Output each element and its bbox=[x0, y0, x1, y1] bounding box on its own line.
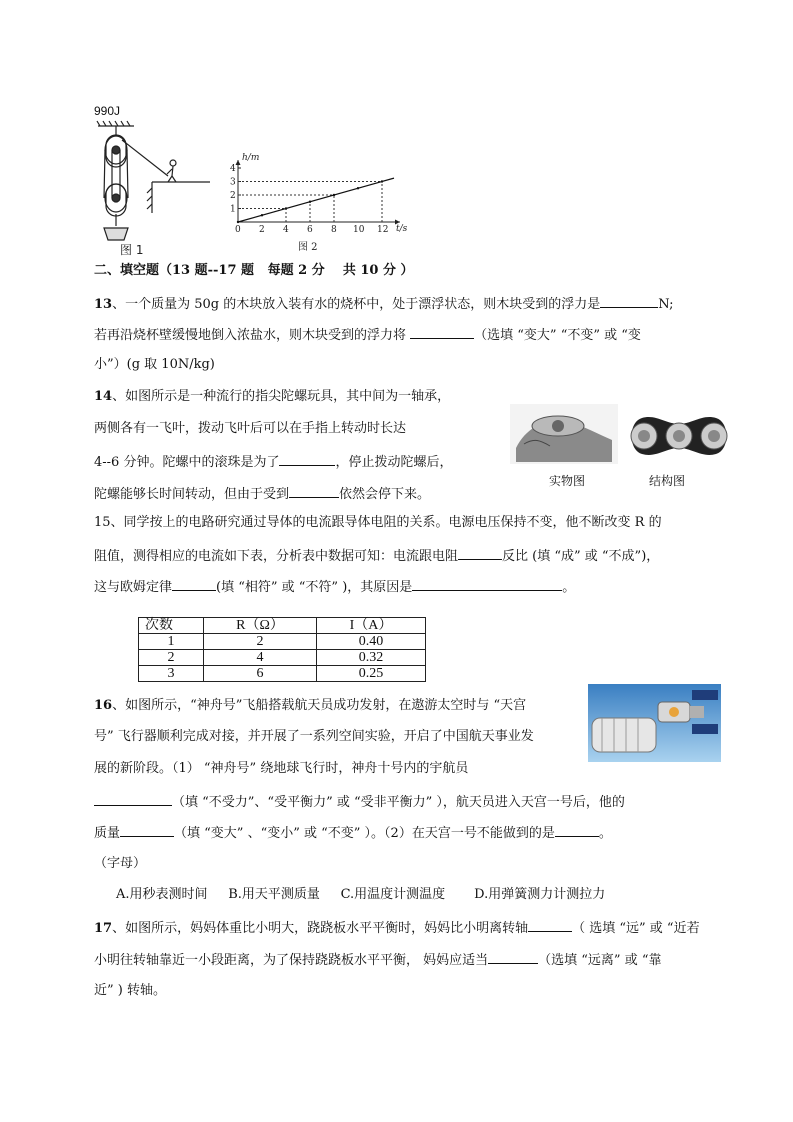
q15-blank2[interactable] bbox=[172, 577, 216, 591]
q17-line3: 近” ) 转轴。 bbox=[94, 983, 166, 998]
q14-line1: 14、如图所示是一种流行的指尖陀螺玩具，其中间为一轴承， bbox=[94, 389, 451, 404]
option-d: D.用弹簧测力计测拉力 bbox=[474, 887, 606, 902]
space-station-image bbox=[588, 684, 721, 762]
option-c: C.用温度计测温度 bbox=[340, 887, 446, 902]
q15-line2: 阻值，测得相应的电流如下表，分析表中数据可知：电流跟电阻 反比 (填 “成” 或 “不成”)， bbox=[94, 546, 659, 566]
x-tick-label: 8 bbox=[331, 225, 337, 235]
section-title: 二、填空题（13 题--17 题 每题 2 分 共 10 分 ） bbox=[94, 263, 414, 278]
table-cell: 6 bbox=[204, 666, 317, 682]
spinner-photo-caption: 实物图 bbox=[549, 474, 586, 488]
q16-blank2[interactable] bbox=[120, 823, 174, 837]
x-tick-label: 10 bbox=[353, 225, 365, 235]
table-header: I（A） bbox=[317, 618, 426, 634]
table-cell: 1 bbox=[139, 634, 204, 650]
data-point bbox=[333, 194, 335, 196]
q16-line1: 16、如图所示，“神舟号”飞船搭载航天员成功发射，在遨游太空时与 “天宫 bbox=[94, 698, 527, 713]
q13-line1: 13、一个质量为 50g 的木块放入装有水的烧杯中，处于漂浮状态，则木块受到的浮力是 N; bbox=[94, 294, 674, 314]
table-cell: 2 bbox=[204, 634, 317, 650]
q17-blank1[interactable] bbox=[528, 918, 572, 932]
q16-line4: （填 “不受力”、“受平衡力” 或 “受非平衡力” ），航天员进入天宫一号后，他的 bbox=[94, 792, 625, 812]
pulley-figure bbox=[92, 118, 217, 258]
data-point bbox=[357, 187, 359, 189]
q13-line3: 小”）(g 取 10N/kg) bbox=[94, 357, 215, 372]
q16-line3: 展的新阶段。（1） “神舟号” 绕地球飞行时，神舟十号内的宇航员 bbox=[94, 761, 469, 776]
y-tick-label: 2 bbox=[230, 191, 236, 201]
option-a: A.用秒表测时间 bbox=[116, 887, 208, 902]
table-row bbox=[139, 666, 426, 682]
fig1-caption: 图 1 bbox=[120, 243, 144, 257]
q13-line2: 若再沿烧杯壁缓慢地倒入浓盐水，则木块受到的浮力将 （选填 “变大” “不变” 或 “变 bbox=[94, 325, 641, 345]
table-cell: 2 bbox=[139, 650, 204, 666]
data-point bbox=[381, 180, 383, 182]
data-point bbox=[261, 214, 263, 216]
table-cell: 3 bbox=[139, 666, 204, 682]
table-header: R（Ω） bbox=[204, 618, 317, 634]
height-time-chart bbox=[222, 148, 422, 258]
y-axis-arrow bbox=[236, 160, 241, 165]
q16-blank1[interactable] bbox=[94, 792, 172, 806]
data-point bbox=[237, 221, 239, 223]
q14-blank1[interactable] bbox=[279, 452, 335, 466]
q15-line3: 这与欧姆定律 (填 “相符” 或 “不符” )，其原因是 。 bbox=[94, 577, 575, 597]
y-tick-label: 4 bbox=[230, 164, 236, 174]
x-tick-label: 6 bbox=[307, 225, 313, 235]
spinner-photo bbox=[510, 404, 618, 464]
q16-line2: 号” 飞行器顺利完成对接，并开展了一系列空间实验，开启了中国航天事业发 bbox=[94, 729, 534, 744]
q15-blank1[interactable] bbox=[458, 546, 502, 560]
q14-line2: 两侧各有一飞叶，拨动飞叶后可以在手指上转动时长达 bbox=[94, 421, 407, 436]
table-cell: 4 bbox=[204, 650, 317, 666]
top-note: 990J bbox=[94, 104, 121, 118]
q14-line4: 陀螺能够长时间转动，但由于受到 依然会停下来。 bbox=[94, 484, 430, 504]
data-point bbox=[309, 201, 311, 203]
q15-line1: 15、同学按上的电路研究通过导体的电流跟导体电阻的关系。电源电压保持不变，他不断改变 R 的 bbox=[94, 515, 662, 530]
table-row bbox=[139, 634, 426, 650]
x-tick-label: 2 bbox=[259, 225, 265, 235]
table-header: 次数 bbox=[139, 618, 204, 634]
table-cell: 0.32 bbox=[317, 650, 426, 666]
table-row bbox=[139, 650, 426, 666]
q13-blank2[interactable] bbox=[410, 325, 474, 339]
x-tick-label: 0 bbox=[235, 225, 241, 235]
q15-blank3[interactable] bbox=[412, 577, 562, 591]
q16-line5: 质量 （填 “变大” 、“变小” 或 “不变” ）。（2）在天宫一号不能做到的是 。 bbox=[94, 823, 612, 843]
spinner-structure-caption: 结构图 bbox=[649, 474, 686, 488]
x-tick-label: 12 bbox=[377, 225, 389, 235]
y-tick-label: 1 bbox=[230, 204, 236, 215]
q14-line3: 4--6 分钟。陀螺中的滚珠是为了 ，停止拨动陀螺后， bbox=[94, 452, 452, 472]
option-b: B.用天平测质量 bbox=[228, 887, 320, 902]
q13-blank1[interactable] bbox=[600, 294, 658, 308]
data-point bbox=[285, 207, 287, 209]
q17-line2: 小明往转轴靠近一小段距离，为了保持跷跷板水平平衡， 妈妈应适当 （选填 “远离” 或 “靠 bbox=[94, 950, 661, 970]
x-tick-label: 4 bbox=[283, 225, 289, 235]
q14-blank2[interactable] bbox=[289, 484, 339, 498]
y-tick-label: 3 bbox=[230, 177, 236, 188]
y-axis-label: h/m bbox=[242, 152, 260, 163]
table-cell: 0.25 bbox=[317, 666, 426, 682]
table-cell: 0.40 bbox=[317, 634, 426, 650]
table-header-row bbox=[139, 618, 426, 634]
q16-line6: （字母） bbox=[94, 856, 147, 871]
q16-options bbox=[116, 886, 605, 904]
spinner-structure bbox=[626, 408, 732, 464]
q16-blank3[interactable] bbox=[555, 823, 599, 837]
fig2-caption: 图 2 bbox=[298, 242, 318, 253]
x-axis-label: t/s bbox=[396, 224, 408, 234]
data-table bbox=[138, 617, 426, 682]
q17-line1: 17、如图所示，妈妈体重比小明大，跷跷板水平平衡时，妈妈比小明离转轴 （ 选填 “远” 或 “近若 bbox=[94, 918, 700, 938]
q17-blank2[interactable] bbox=[488, 950, 538, 964]
